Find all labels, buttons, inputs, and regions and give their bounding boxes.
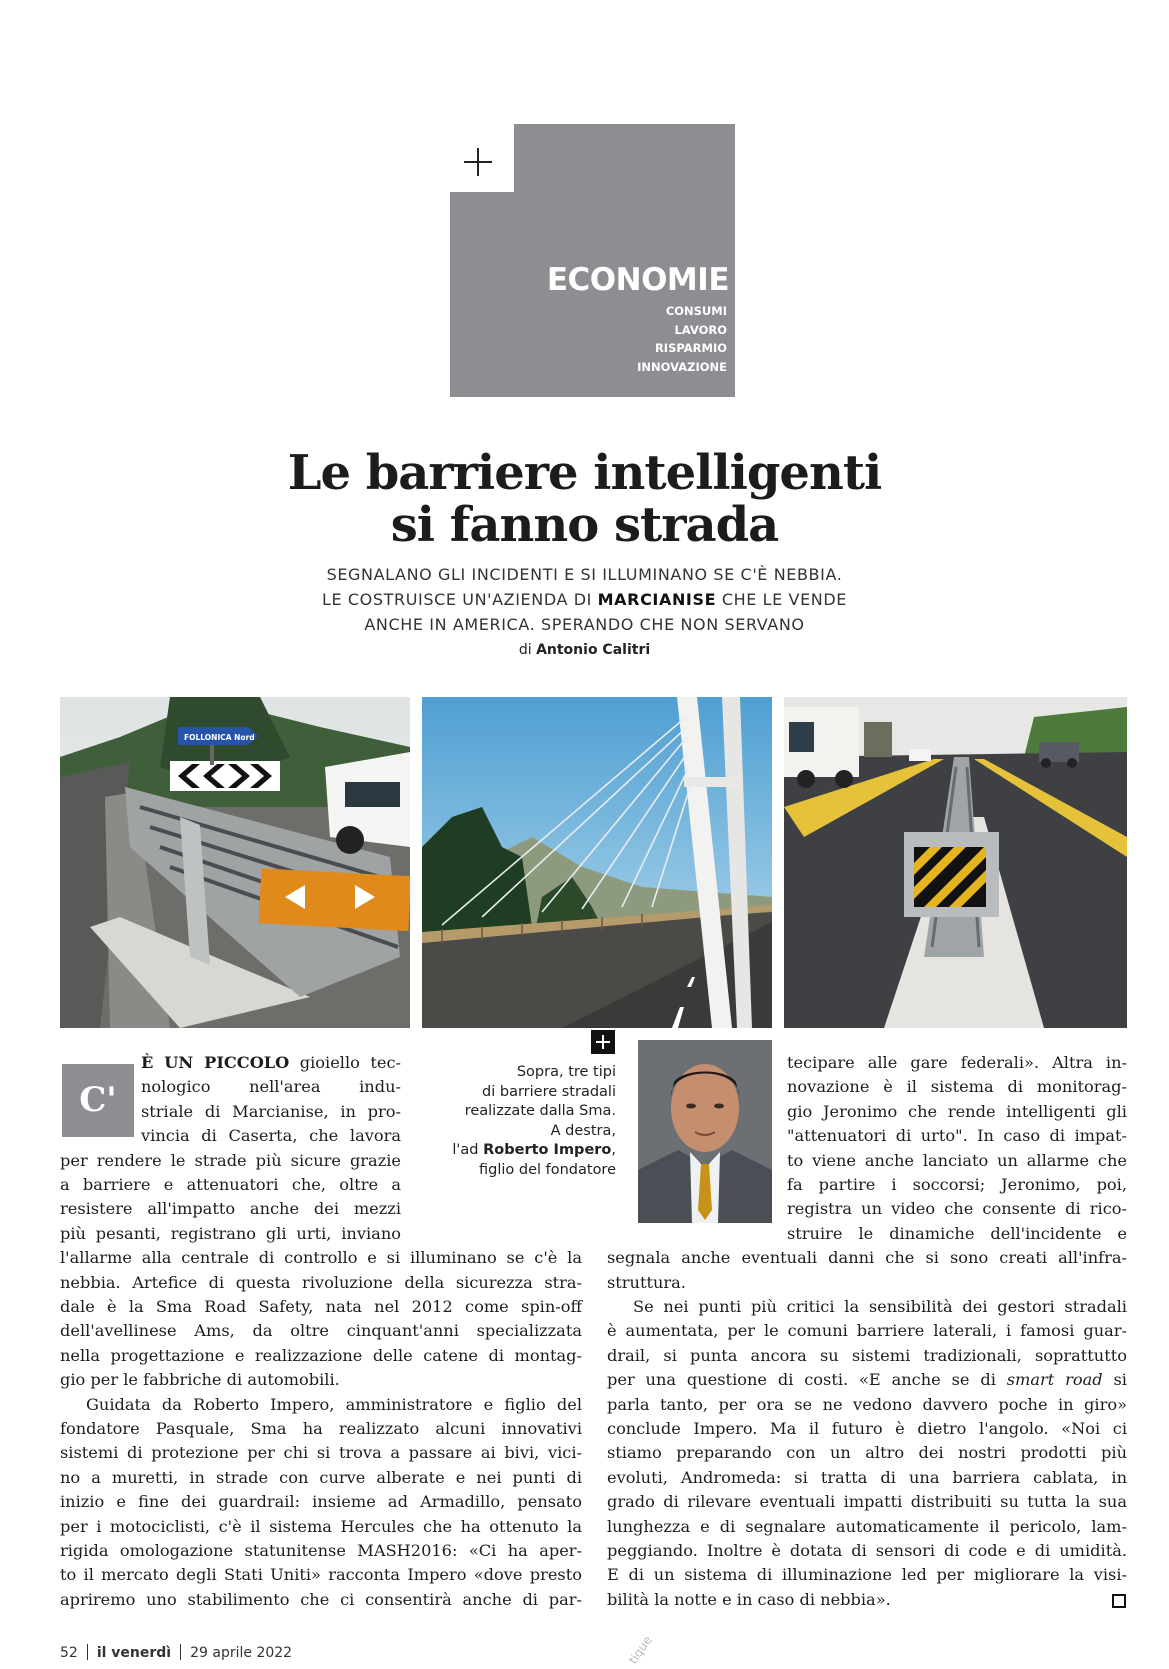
text-line: vincia di Caserta, che lavora	[141, 1126, 401, 1146]
photo-bridge	[422, 697, 772, 1028]
caption-text: l'ad	[452, 1142, 484, 1158]
article-column-1-top	[141, 1051, 401, 1149]
drop-cap: C'	[62, 1064, 134, 1137]
text-span: gioiello tec-	[289, 1053, 401, 1072]
text-line: per i motociclisti, c'è il sistema Hercules che ha ottenuto la	[60, 1516, 582, 1536]
photo-median-barrier	[784, 697, 1127, 1028]
plus-icon	[464, 148, 492, 176]
article-column-2-bottom	[607, 1246, 1127, 1612]
caption-line: realizzate dalla Sma.	[464, 1103, 616, 1119]
text-line: struttura.	[607, 1272, 686, 1292]
text-line: l'allarme alla centrale di controllo e si illuminano se c'è la	[60, 1248, 582, 1268]
text-line: nella progettazione e realizzazione delle catene di montag-	[60, 1345, 582, 1365]
lead-in: È UN PICCOLO	[141, 1053, 290, 1072]
text-line: E di un sistema di illuminazione led per migliorare la visi-	[607, 1565, 1127, 1585]
text-line: fa partire i soccorsi; Jeronimo, poi,	[787, 1175, 1127, 1195]
section-tag: LAVORO	[674, 322, 727, 337]
caption-line: Sopra, tre tipi	[516, 1064, 616, 1080]
article-headline	[0, 447, 1169, 551]
text-line: striale di Marcianise, in pro-	[141, 1101, 401, 1121]
text-line: no a muretti, in strade con curve alberate e nei punti di	[60, 1467, 582, 1487]
text-line: conclude Impero. Ma il futuro è dietro l'angolo. «Noi ci	[607, 1419, 1127, 1439]
caption-text: ,	[611, 1142, 616, 1158]
text-line: "attenuatori di urto". In caso di impat-	[787, 1126, 1127, 1146]
text-line: peggiando. Inoltre è dotata di sensori di code e di umidità.	[607, 1541, 1127, 1561]
text-line: registra un video che consente di rico-	[787, 1199, 1127, 1219]
text-line: segnala anche eventuali danni che si sono creati all'infra-	[607, 1248, 1127, 1268]
text-span: per una questione di costi. «E anche se di	[607, 1370, 1007, 1390]
text-line: to viene anche lanciato un allarme che	[787, 1150, 1127, 1170]
subhead-line: ANCHE IN AMERICA. SPERANDO CHE NON SERVANO	[364, 615, 805, 634]
text-italic: smart road	[1006, 1370, 1103, 1390]
text-line: tecipare alle gare federali». Altra in-	[787, 1053, 1127, 1072]
text-line: gio per le fabbriche di automobili.	[60, 1370, 340, 1390]
text-line: per rendere le strade più sicure grazie	[60, 1150, 401, 1170]
caption-line: di barriere stradali	[482, 1083, 616, 1100]
section-tags	[637, 302, 727, 376]
section-tag: RISPARMIO	[654, 341, 727, 355]
section-tag: INNOVAZIONE	[637, 359, 727, 374]
article-column-1-mid	[60, 1149, 401, 1247]
byline-author: Antonio Calitri	[536, 642, 651, 658]
text-line: Se nei punti più critici la sensibilità dei gestori stradali	[633, 1297, 1127, 1316]
subhead-line: SEGNALANO GLI INCIDENTI E SI ILLUMINANO SE C'È NEBBIA.	[326, 565, 843, 584]
text-line: apriremo uno stabilimento che ci consentirà anche di par-	[60, 1589, 582, 1609]
text-line: è aumentata, per le comuni barriere laterali, i famosi guar-	[607, 1321, 1127, 1341]
text-line: lunghezza e di segnalare automaticamente il pericolo, lam-	[607, 1516, 1127, 1536]
text-line: dell'avellinese Ams, da oltre cinquant'anni specializzata	[60, 1321, 582, 1341]
subhead-text: CHE LE VENDE	[716, 590, 847, 609]
text-line: parla tanto, per ora se ne vedono davvero poche in giro»	[607, 1394, 1127, 1414]
text-line	[141, 1051, 401, 1075]
subhead-town: MARCIANISE	[597, 590, 717, 609]
text-line: fondatore Pasquale, Sma ha realizzato alcuni innovativi	[60, 1419, 582, 1439]
end-of-article-icon	[1112, 1594, 1126, 1608]
photo-caption	[420, 1063, 616, 1180]
page-footer	[60, 1644, 292, 1661]
byline-prefix: di	[518, 642, 537, 658]
text-line: a barriere e attenuatori che, oltre a	[60, 1175, 401, 1194]
text-line: inizio e fine dei guardrail: insieme ad Armadillo, pensato	[60, 1492, 582, 1512]
article-column-1-bottom	[60, 1246, 582, 1612]
text-line: nologico nell'area indu-	[141, 1077, 401, 1097]
article-column-2-top	[787, 1051, 1127, 1246]
text-line: Guidata da Roberto Impero, amministratore e figlio del	[86, 1394, 582, 1414]
text-line: stiamo preparando con un altro dei nostri prodotti più	[607, 1443, 1127, 1463]
text-span: si	[1102, 1370, 1127, 1390]
text-line: più pesanti, registrano gli urti, inviano	[60, 1223, 401, 1243]
plus-icon	[591, 1030, 615, 1054]
text-line: nebbia. Artefice di questa rivoluzione della sicurezza stra-	[60, 1272, 582, 1292]
text-line: resistere all'impatto anche dei mezzi	[60, 1199, 401, 1219]
issue-date: 29 aprile 2022	[190, 1645, 293, 1661]
page-number: 52	[60, 1645, 78, 1661]
text-line	[607, 1368, 1127, 1392]
section-name: ECONOMIE	[546, 262, 729, 298]
photo-crash-attenuator	[60, 697, 410, 1028]
text-line: grado di rilevare eventuali impatti distribuiti su tutta la sua	[607, 1492, 1127, 1512]
watermark: tique	[625, 1633, 655, 1667]
caption-name: Roberto Impero	[483, 1142, 612, 1158]
section-tag: CONSUMI	[665, 304, 727, 318]
text-line: dale è la Sma Road Safety, nata nel 2012 come spin-off	[60, 1297, 582, 1316]
caption-line	[420, 1141, 616, 1161]
text-line: rigida omologazione statunitense MASH2016: «Ci ha aper-	[60, 1541, 582, 1561]
text-line: to il mercato degli Stati Uniti» racconta Impero «dove presto	[60, 1565, 582, 1585]
portrait-photo	[638, 1040, 772, 1223]
text-line: sistemi di protezione per chi si trova a passare ai bivi, vici-	[60, 1443, 582, 1463]
headline-line: Le barriere intelligenti	[287, 445, 882, 501]
headline-line: si fanno strada	[390, 497, 779, 553]
caption-line: A destra,	[550, 1122, 616, 1139]
magazine-name: il venerdì	[96, 1645, 172, 1661]
text-line: drail, si punta ancora su sistemi tradizionali, soprattutto	[607, 1345, 1127, 1365]
road-sign-text: FOLLONICA Nord	[184, 733, 255, 742]
text-line: struire le dinamiche dell'incidente e	[787, 1223, 1127, 1243]
footer-divider	[87, 1644, 88, 1660]
subhead-text: LE COSTRUISCE UN'AZIENDA DI	[321, 590, 598, 609]
byline	[0, 642, 1169, 658]
text-line: evoluti, Andromeda: si tratta di una barriera cablata, in	[607, 1467, 1127, 1487]
article-subheading	[0, 562, 1169, 637]
subhead-line	[0, 587, 1169, 612]
caption-line: figlio del fondatore	[478, 1161, 616, 1178]
text-line: gio Jeronimo che rende intelligenti gli	[787, 1101, 1127, 1121]
text-line: novazione è il sistema di monitorag-	[787, 1077, 1127, 1097]
text-line: bilità la notte e in caso di nebbia».	[607, 1589, 891, 1609]
footer-divider	[180, 1644, 181, 1660]
